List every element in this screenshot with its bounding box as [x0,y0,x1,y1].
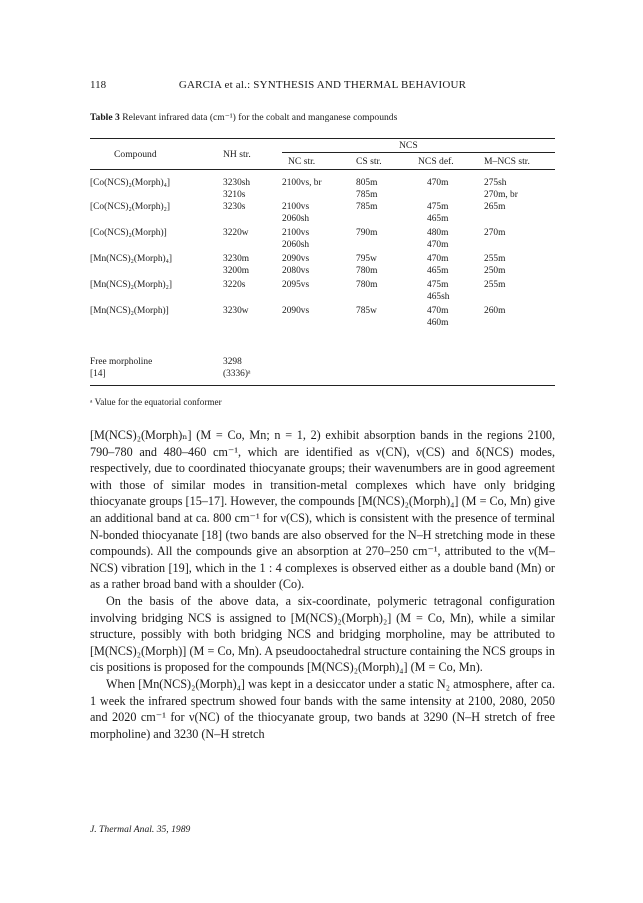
cell-ncs-def: 470m [427,306,449,316]
cell-nh-str: 3298 [223,357,242,367]
cell-compound: [Mn(NCS)₂(Morph)] [90,306,169,316]
page-number: 118 [90,79,107,91]
cell-m-ncs-str: 255m [484,254,506,264]
cell-nh-str: 3230s [223,202,246,212]
cell-ncs-def: 475m [427,202,449,212]
body-text [90,427,555,742]
col-header-cs: CS str. [356,156,382,167]
cell-compound: [Mn(NCS)₂(Morph)₄] [90,254,173,264]
col-header-ncsdef: NCS def. [418,156,454,167]
cell-compound: [Co(NCS)₂(Morph)₄] [90,178,170,188]
cell-nh-str: 3230sh [223,178,251,188]
cell-cs-str: 790m [356,228,378,238]
cell-compound: [Co(NCS)₂(Morph)₂] [90,202,170,212]
table-caption [90,112,397,123]
table-header-rule [90,169,555,170]
cell-compound: Free morpholine [90,357,153,367]
paragraph: On the basis of the above data, a six-coordinate, polymeric tetragonal configuration involving bridging NCS is assigned to [M(NCS)₂(Morph)₂] (M = Co, Mn), while a similar structure, possibly with both bridging NCS and bridging morpholine, may be attributed to [M(NCS)₂(Morph)] (M = Co, Mn). A pseudooctahedral structure containing the NCS groups in cis positions is proposed for the compounds [M(NCS)₂(Morph)₄] (M = Co, Mn). [90,593,555,675]
cell-compound: [Co(NCS)₂(Morph)] [90,228,167,238]
cell-m-ncs-str: 270m, br [484,190,518,200]
table-caption-text: Relevant infrared data (cm⁻¹) for the cobalt and manganese compounds [122,112,398,123]
cell-m-ncs-str: 265m [484,202,506,212]
col-header-compound: Compound [114,149,157,160]
cell-compound: [Mn(NCS)₂(Morph)₂] [90,280,173,290]
cell-ncs-def: 465m [427,266,449,276]
cell-nh-str: 3200m [223,266,250,276]
cell-ncs-def: 460m [427,318,449,328]
col-header-mncs: M–NCS str. [484,156,530,167]
cell-m-ncs-str: 255m [484,280,506,290]
cell-cs-str: 795w [356,254,377,264]
cell-ncs-def: 480m [427,228,449,238]
cell-m-ncs-str: 270m [484,228,506,238]
col-header-nc: NC str. [288,156,316,167]
cell-ncs-def: 470m [427,240,449,250]
cell-cs-str: 785m [356,190,378,200]
cell-cs-str: 805m [356,178,378,188]
cell-nc-str: 2095vs [282,280,310,290]
paragraph: [M(NCS)₂(Morph)ₙ] (M = Co, Mn; n = 1, 2) exhibit absorption bands in the regions 2100, 790–780 and 480–460 cm⁻¹, which are identified as ν(CN), ν(CS) and δ(NCS) modes, respectively, due to coordinated thiocyanate groups; their wavenumbers are in good agreement with those of similar modes in transition-metal complexes which have only bridging thiocyanate groups [15–17]. However, the compounds [M(NCS)₂(Morph)₄] (M = Co, Mn) give an additional band at ca. 800 cm⁻¹ for ν(CS), which is consistent with the presence of terminal N-bonded thiocyanate [18] (two bands are also observed for the N–H stretching mode in these compounds). All the compounds give an absorption at 270–250 cm⁻¹, attributed to the ν(M–NCS) vibration [19], which in the 1 : 4 complexes is observed either as a double band (Mn) or as a rather broad band with a shoulder (Co). [90,428,555,592]
cell-m-ncs-str: 260m [484,306,506,316]
cell-nh-str: 3210s [223,190,246,200]
cell-nh-str: 3220s [223,280,246,290]
col-header-nh: NH str. [223,149,251,160]
cell-compound: [14] [90,369,106,379]
cell-ncs-def: 475m [427,280,449,290]
cell-nh-str: 3230w [223,306,249,316]
cell-nc-str: 2090vs [282,254,310,264]
cell-nh-str: (3336)ᵃ [223,369,251,379]
table-footnote: ᵃ Value for the equatorial conformer [90,397,222,407]
cell-nc-str: 2100vs [282,228,310,238]
paragraph: When [Mn(NCS)₂(Morph)₄] was kept in a desiccator under a static N₂ atmosphere, after ca. 1 week the infrared spectrum showed four bands with the same intensity at 2100, 2080, 2050 and 2020 cm⁻¹ for ν(NC) of the thiocyanate group, two bands at 3290 (N–H stretch of free morpholine) and 3230 (N–H stretch [90,676,555,741]
cell-nc-str: 2060sh [282,240,310,250]
col-header-ncs-group: NCS [399,140,418,151]
cell-m-ncs-str: 275sh [484,178,507,188]
cell-nh-str: 3220w [223,228,249,238]
cell-ncs-def: 465sh [427,292,450,302]
cell-ncs-def: 470m [427,254,449,264]
cell-nc-str: 2060sh [282,214,310,224]
cell-ncs-def: 465m [427,214,449,224]
cell-m-ncs-str: 250m [484,266,506,276]
journal-footer: J. Thermal Anal. 35, 1989 [90,824,191,835]
cell-nc-str: 2100vs, br [282,178,322,188]
cell-nh-str: 3230m [223,254,250,264]
table-top-rule [90,138,555,139]
cell-nc-str: 2080vs [282,266,310,276]
table-bottom-rule [90,385,555,386]
cell-cs-str: 780m [356,266,378,276]
cell-cs-str: 780m [356,280,378,290]
cell-nc-str: 2090vs [282,306,310,316]
table-label: Table 3 [90,112,120,123]
cell-ncs-def: 470m [427,178,449,188]
ncs-group-rule [282,152,555,153]
cell-cs-str: 785w [356,306,377,316]
cell-cs-str: 785m [356,202,378,212]
running-title: GARCIA et al.: SYNTHESIS AND THERMAL BEHAVIOUR [178,79,467,91]
cell-nc-str: 2100vs [282,202,310,212]
